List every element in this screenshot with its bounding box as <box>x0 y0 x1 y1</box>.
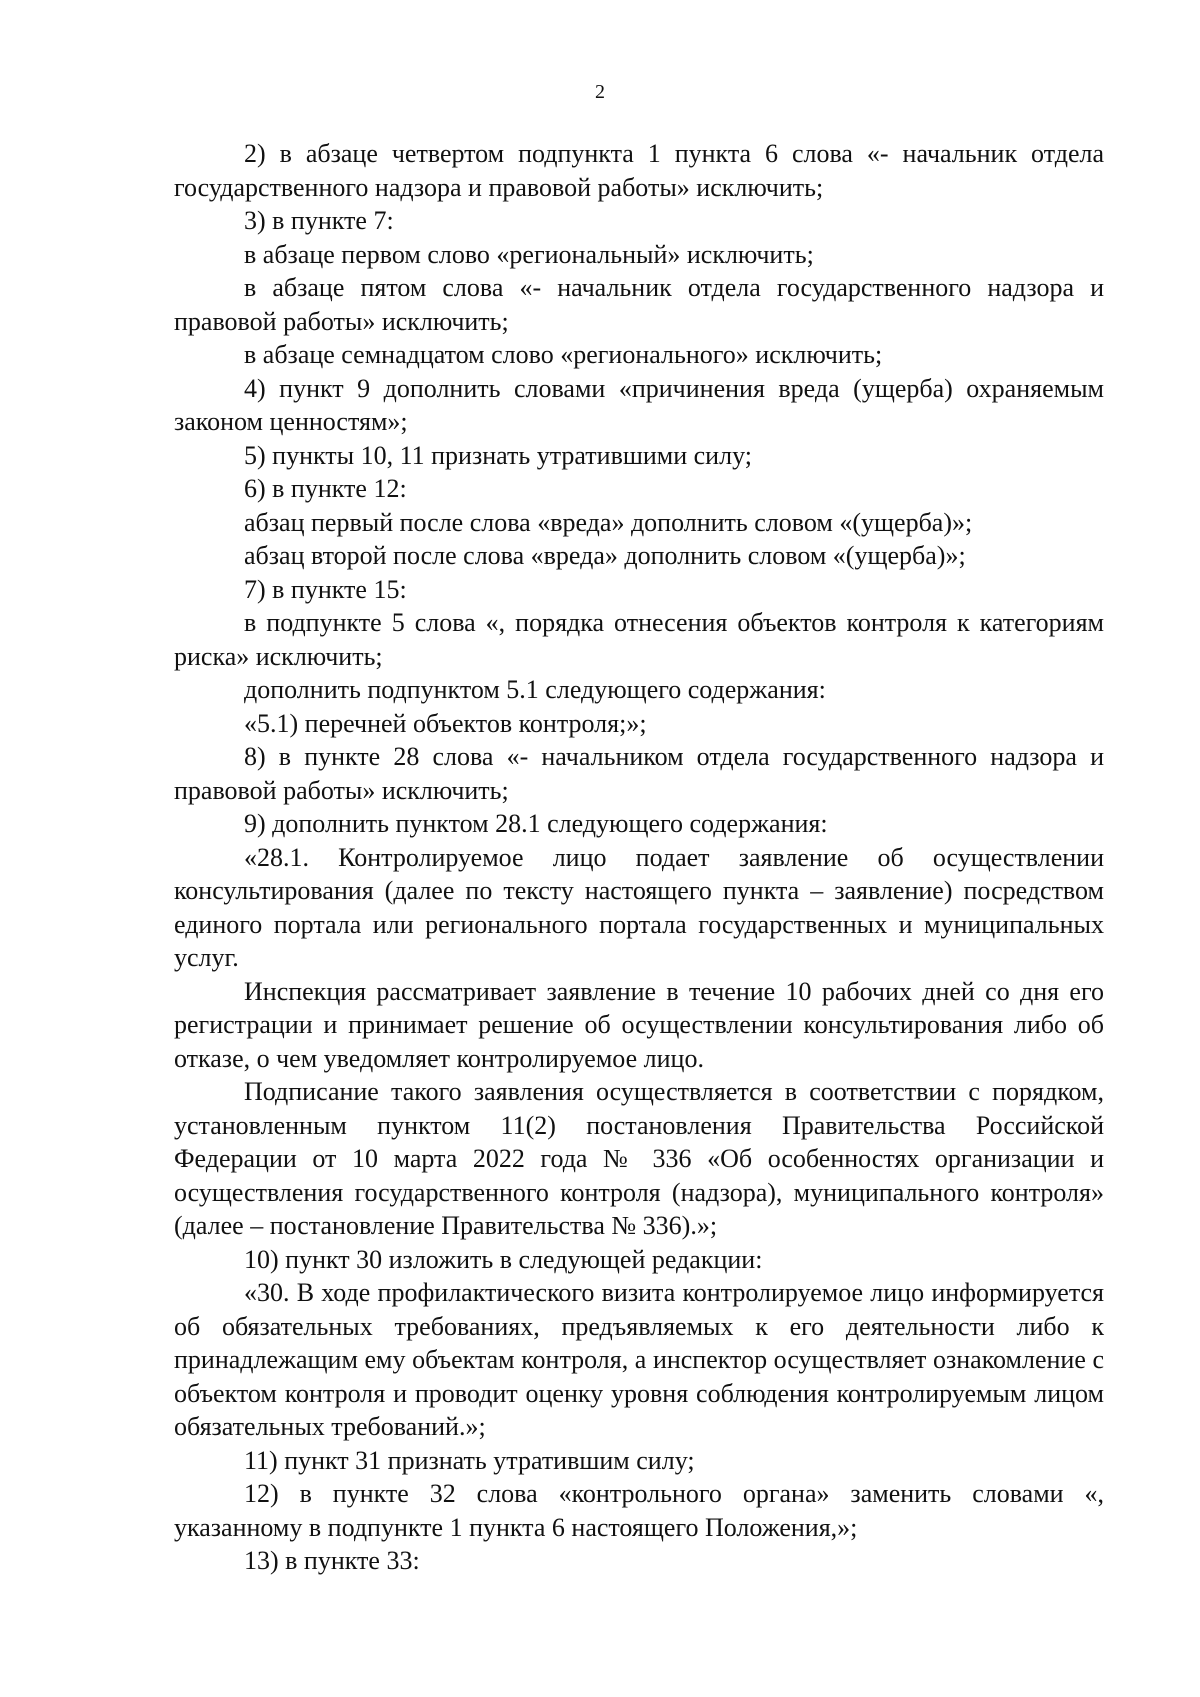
paragraph: Подписание такого заявления осуществляется в соответствии с порядком, установленным пунктом 11(2) постановления Правительства Российской Федерации от 10 марта 2022 года № 336 «Об особенностях организации и осуществления государственного контроля (надзора), муниципального контроля» (далее – постановление Правительства № 336).»; <box>174 1077 1104 1240</box>
paragraph: в абзаце первом слово «региональный» исключить; <box>244 239 814 269</box>
paragraph: 2) в абзаце четвертом подпункта 1 пункта 6 слова «- начальник отдела государственного надзора и правовой работы» исключить; <box>174 139 1104 202</box>
paragraph: в подпункте 5 слова «, порядка отнесения объектов контроля к категориям риска» исключить; <box>174 608 1104 671</box>
paragraph: 3) в пункте 7: <box>244 206 394 235</box>
paragraph: 7) в пункте 15: <box>244 574 407 604</box>
paragraph: 4) пункт 9 дополнить словами «причинения вреда (ущерба) охраняемым законом ценностям»; <box>174 373 1104 436</box>
page-number: 2 <box>595 81 605 103</box>
paragraph: абзац второй после слова «вреда» дополнить словом «(ущерба)»; <box>244 541 966 570</box>
paragraph: 13) в пункте 33: <box>244 1546 420 1575</box>
paragraph: 12) в пункте 32 слова «контрольного органа» заменить словами «, указанному в подпункте 1 пункта 6 настоящего Положения,»; <box>174 1479 1104 1542</box>
paragraph: абзац первый после слова «вреда» дополнить словом «(ущерба)»; <box>244 507 973 537</box>
document-body <box>174 137 1104 1578</box>
paragraph: дополнить подпунктом 5.1 следующего содержания: <box>244 675 826 704</box>
paragraph: 8) в пункте 28 слова «- начальником отдела государственного надзора и правовой работы» исключить; <box>174 742 1104 805</box>
paragraph: 9) дополнить пунктом 28.1 следующего содержания: <box>244 809 828 838</box>
paragraph: в абзаце пятом слова «- начальник отдела государственного надзора и правовой работы» исключить; <box>174 273 1104 336</box>
paragraph: в абзаце семнадцатом слово «регионального» исключить; <box>244 340 883 369</box>
paragraph: 10) пункт 30 изложить в следующей редакции: <box>244 1244 763 1274</box>
paragraph: «28.1. Контролируемое лицо подает заявление об осуществлении консультирования (далее по тексту настоящего пункта – заявление) посредством единого портала или регионального портала государственных и муниципальных услуг. <box>174 842 1104 972</box>
paragraph: 5) пункты 10, 11 признать утратившими силу; <box>244 440 752 470</box>
paragraph: 6) в пункте 12: <box>244 474 407 503</box>
paragraph: Инспекция рассматривает заявление в течение 10 рабочих дней со дня его регистрации и принимает решение об осуществлении консультирования либо об отказе, о чем уведомляет контролируемое лицо. <box>174 976 1104 1073</box>
paragraph: «30. В ходе профилактического визита контролируемое лицо информируется об обязательных требованиях, предъявляемых к его деятельности либо к принадлежащим ему объектам контроля, а инспектор осуществляет ознакомление с объектом контроля и проводит оценку уровня соблюдения контролируемым лицом обязательных требований.»; <box>174 1278 1104 1441</box>
paragraph: «5.1) перечней объектов контроля;»; <box>244 708 647 738</box>
paragraph: 11) пункт 31 признать утратившим силу; <box>244 1445 695 1475</box>
